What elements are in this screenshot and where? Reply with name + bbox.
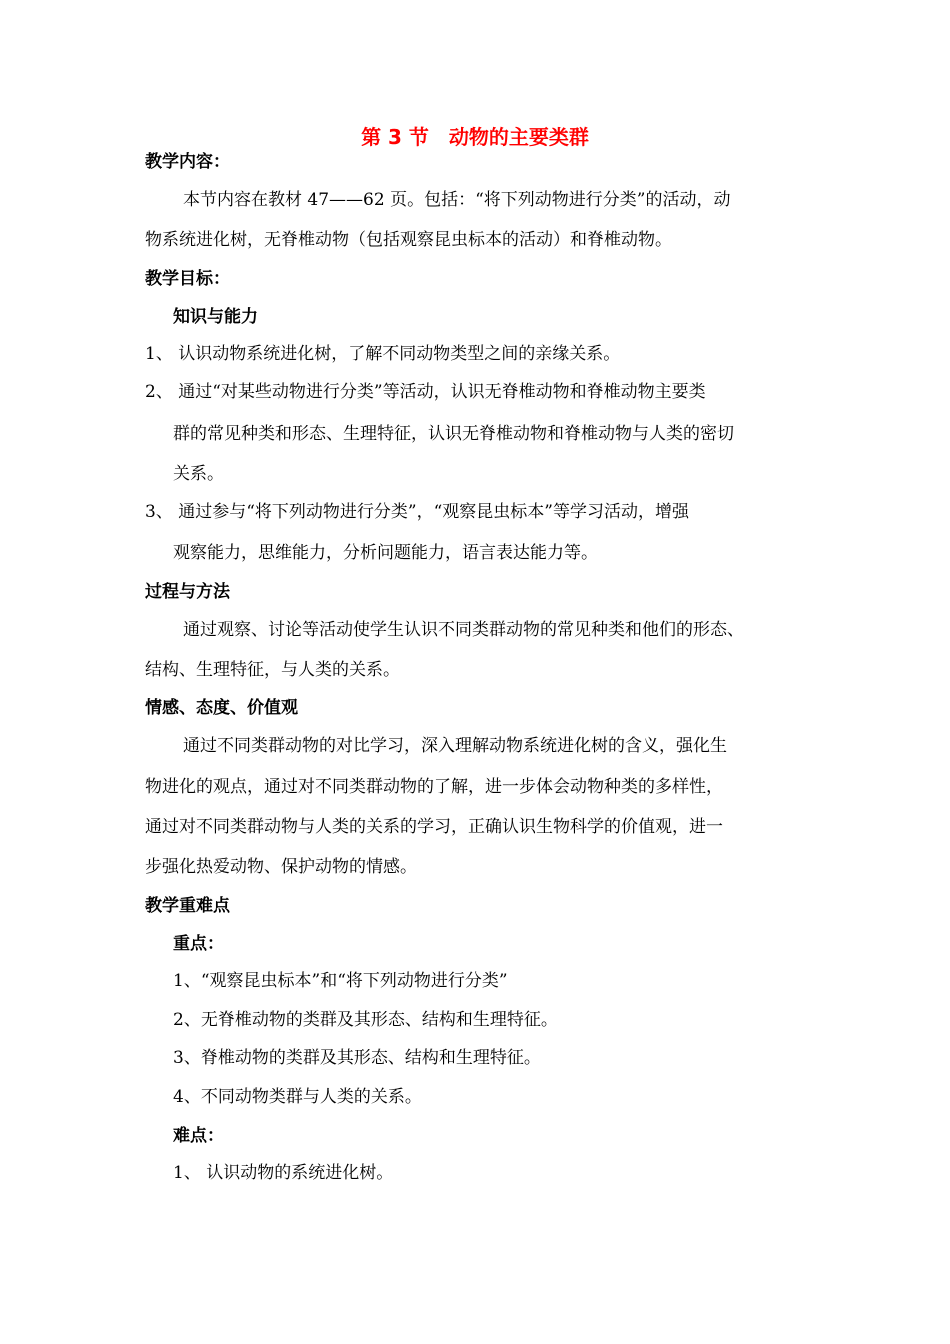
focus-item: 3、脊椎动物的类群及其形态、结构和生理特征。 [173,1048,541,1068]
focus-item: 2、无脊椎动物的类群及其形态、结构和生理特征。 [173,1010,558,1030]
subheading-focus: 重点： [173,934,224,954]
subheading-knowledge: 知识与能力 [173,307,258,327]
emotion-paragraph-line: 通过对不同类群动物与人类的关系的学习，正确认识生物科学的价值观，进一 [145,817,723,837]
list-item-continuation: 观察能力，思维能力，分析问题能力，语言表达能力等。 [173,543,598,563]
list-item: 3、 通过参与“将下列动物进行分类”，“观察昆虫标本”等学习活动，增强 [145,502,689,522]
subheading-process: 过程与方法 [145,582,230,602]
section-heading-content: 教学内容： [145,152,230,172]
section-heading-objectives: 教学目标： [145,269,230,289]
emotion-paragraph-line: 物进化的观点，通过对不同类群动物的了解，进一步体会动物种类的多样性， [145,777,723,797]
emotion-paragraph-line: 通过不同类群动物的对比学习，深入理解动物系统进化树的含义，强化生 [183,736,727,756]
list-item-continuation: 群的常见种类和形态、生理特征，认识无脊椎动物和脊椎动物与人类的密切 [173,424,734,444]
list-item-continuation: 关系。 [173,464,224,484]
list-item: 2、 通过“对某些动物进行分类”等活动，认识无脊椎动物和脊椎动物主要类 [145,382,706,402]
section-heading-key-points: 教学重难点 [145,896,230,916]
content-paragraph-line: 物系统进化树，无脊椎动物（包括观察昆虫标本的活动）和脊椎动物。 [145,230,672,250]
difficulty-item: 1、 认识动物的系统进化树。 [173,1163,394,1183]
page-title: 第 3 节 动物的主要类群 [361,125,589,149]
focus-item: 4、不同动物类群与人类的关系。 [173,1087,422,1107]
subheading-emotion: 情感、态度、价值观 [145,698,298,718]
subheading-difficulty: 难点： [173,1126,224,1146]
focus-item: 1、“观察昆虫标本”和“将下列动物进行分类” [173,971,508,991]
emotion-paragraph-line: 步强化热爱动物、保护动物的情感。 [145,857,417,877]
process-paragraph-line: 结构、生理特征，与人类的关系。 [145,660,400,680]
process-paragraph-line: 通过观察、讨论等活动使学生认识不同类群动物的常见种类和他们的形态、 [183,620,744,640]
list-item: 1、 认识动物系统进化树，了解不同动物类型之间的亲缘关系。 [145,344,621,364]
content-paragraph-line: 本节内容在教材 47——62 页。包括：“将下列动物进行分类”的活动，动 [183,190,731,210]
